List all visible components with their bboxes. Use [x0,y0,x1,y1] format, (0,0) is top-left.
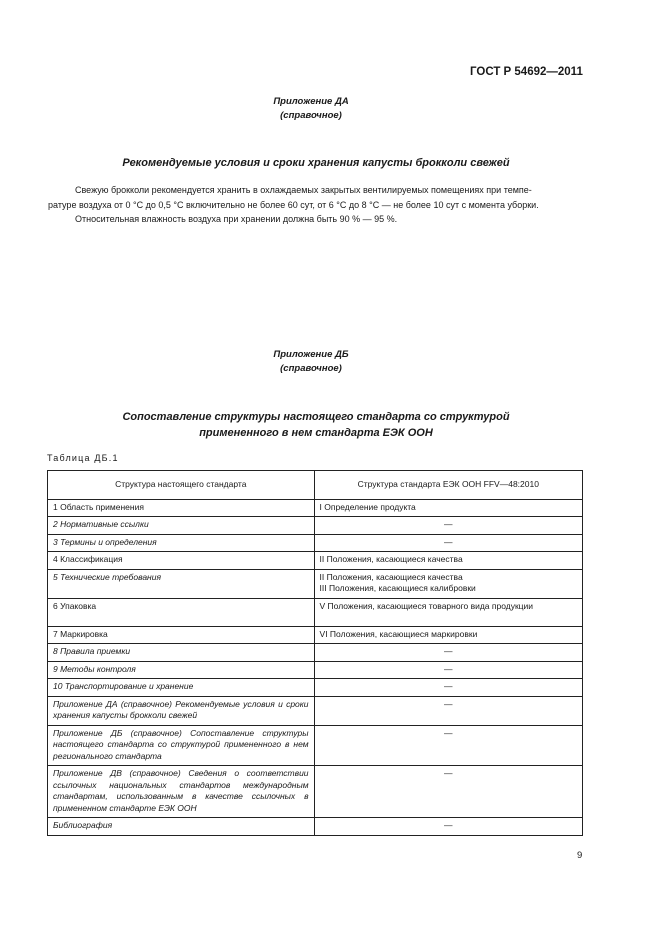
table-row [48,598,583,626]
appendix-db-title: Приложение ДБ [273,349,349,360]
row-right-cell: II Положения, касающиеся качества [314,552,582,570]
row-right-cell: — [314,517,582,535]
row-right-line: III Положения, касающиеся калибровки [319,583,476,593]
row-left-cell: 10 Транспортирование и хранение [48,679,315,697]
appendix-da-para2: Относительная влажность воздуха при хранении должна быть 90 % — 95 %. [75,214,398,224]
row-left-cell: 1 Область применения [48,499,315,517]
row-left-cell: 8 Правила приемки [48,644,315,662]
appendix-da-paragraph [48,183,583,227]
col-header-unece: Структура стандарта ЕЭК ООН FFV—48:2010 [314,471,582,500]
row-right-line: II Положения, касающиеся качества [319,571,463,582]
table-row [48,499,583,517]
row-left-cell: 3 Термины и определения [48,534,315,552]
row-right-cell: — [314,766,582,818]
row-left-cell: 9 Методы контроля [48,661,315,679]
row-right-cell: — [314,644,582,662]
structure-comparison-table [47,470,583,836]
appendix-db-label [0,348,622,376]
row-left-cell: 6 Упаковка [48,598,315,626]
appendix-da-title: Приложение ДА [273,96,349,107]
appendix-da-note: (справочное) [280,110,342,121]
table-row [48,552,583,570]
table-header-row [48,471,583,500]
table-row [48,696,583,725]
appendix-db-heading-line2: примененного в нем стандарта ЕЭК ООН [199,427,433,439]
row-right-cell: — [314,818,582,836]
row-left-cell: 7 Маркировка [48,626,315,644]
table-row [48,626,583,644]
row-right-cell: I Определение продукта [314,499,582,517]
row-right-cell: — [314,661,582,679]
row-left-cell: Приложение ДА (справочное) Рекомендуемые условия и сроки хранения капусты брокколи свежей [48,696,315,725]
row-right-cell: V Положения, касающиеся товарного вида продукции [314,598,582,626]
appendix-da-label [0,95,622,123]
table-row [48,766,583,818]
row-left-cell: Приложение ДБ (справочное) Сопоставление структуры настоящего стандарта со структурой примененного в нем регионального стандарта [48,725,315,766]
row-right-cell: VI Положения, касающиеся маркировки [314,626,582,644]
appendix-da-heading: Рекомендуемые условия и сроки хранения капусты брокколи свежей [122,157,510,169]
table-row [48,644,583,662]
table-row [48,725,583,766]
table-row [48,534,583,552]
table-row [48,517,583,535]
appendix-da-para1-line1: Свежую брокколи рекомендуется хранить в охлаждаемых закрытых вентилируемых помещениях при темпе- [75,185,532,195]
row-right-cell: — [314,679,582,697]
row-right-cell: — [314,725,582,766]
row-left-cell: 5 Технические требования [48,569,315,598]
appendix-db-note: (справочное) [280,363,342,374]
row-right-cell: — [314,534,582,552]
row-right-cell [314,569,582,598]
page-number: 9 [577,850,583,861]
appendix-db-heading [60,409,572,441]
table-row [48,818,583,836]
table-row [48,679,583,697]
col-header-national: Структура настоящего стандарта [48,471,315,500]
table-row [48,569,583,598]
row-right-cell: — [314,696,582,725]
row-left-cell: 2 Нормативные ссылки [48,517,315,535]
table-row [48,661,583,679]
row-left-cell: 4 Классификация [48,552,315,570]
document-code: ГОСТ Р 54692—2011 [470,66,583,78]
table-caption: Таблица ДБ.1 [47,453,119,463]
appendix-db-heading-line1: Сопоставление структуры настоящего стандарта со структурой [122,411,510,423]
row-left-cell: Библиография [48,818,315,836]
row-left-cell: Приложение ДВ (справочное) Сведения о соответствии ссылочных национальных стандартов международным стандартам, использованным в качестве ссылочных в примененном стандарте ЕЭК ООН [48,766,315,818]
appendix-da-para1-line2: ратуре воздуха от 0 °С до 0,5 °С включительно не более 60 сут, от 6 °С до 8 °С — не более 10 сут с момента уборки. [48,199,539,210]
